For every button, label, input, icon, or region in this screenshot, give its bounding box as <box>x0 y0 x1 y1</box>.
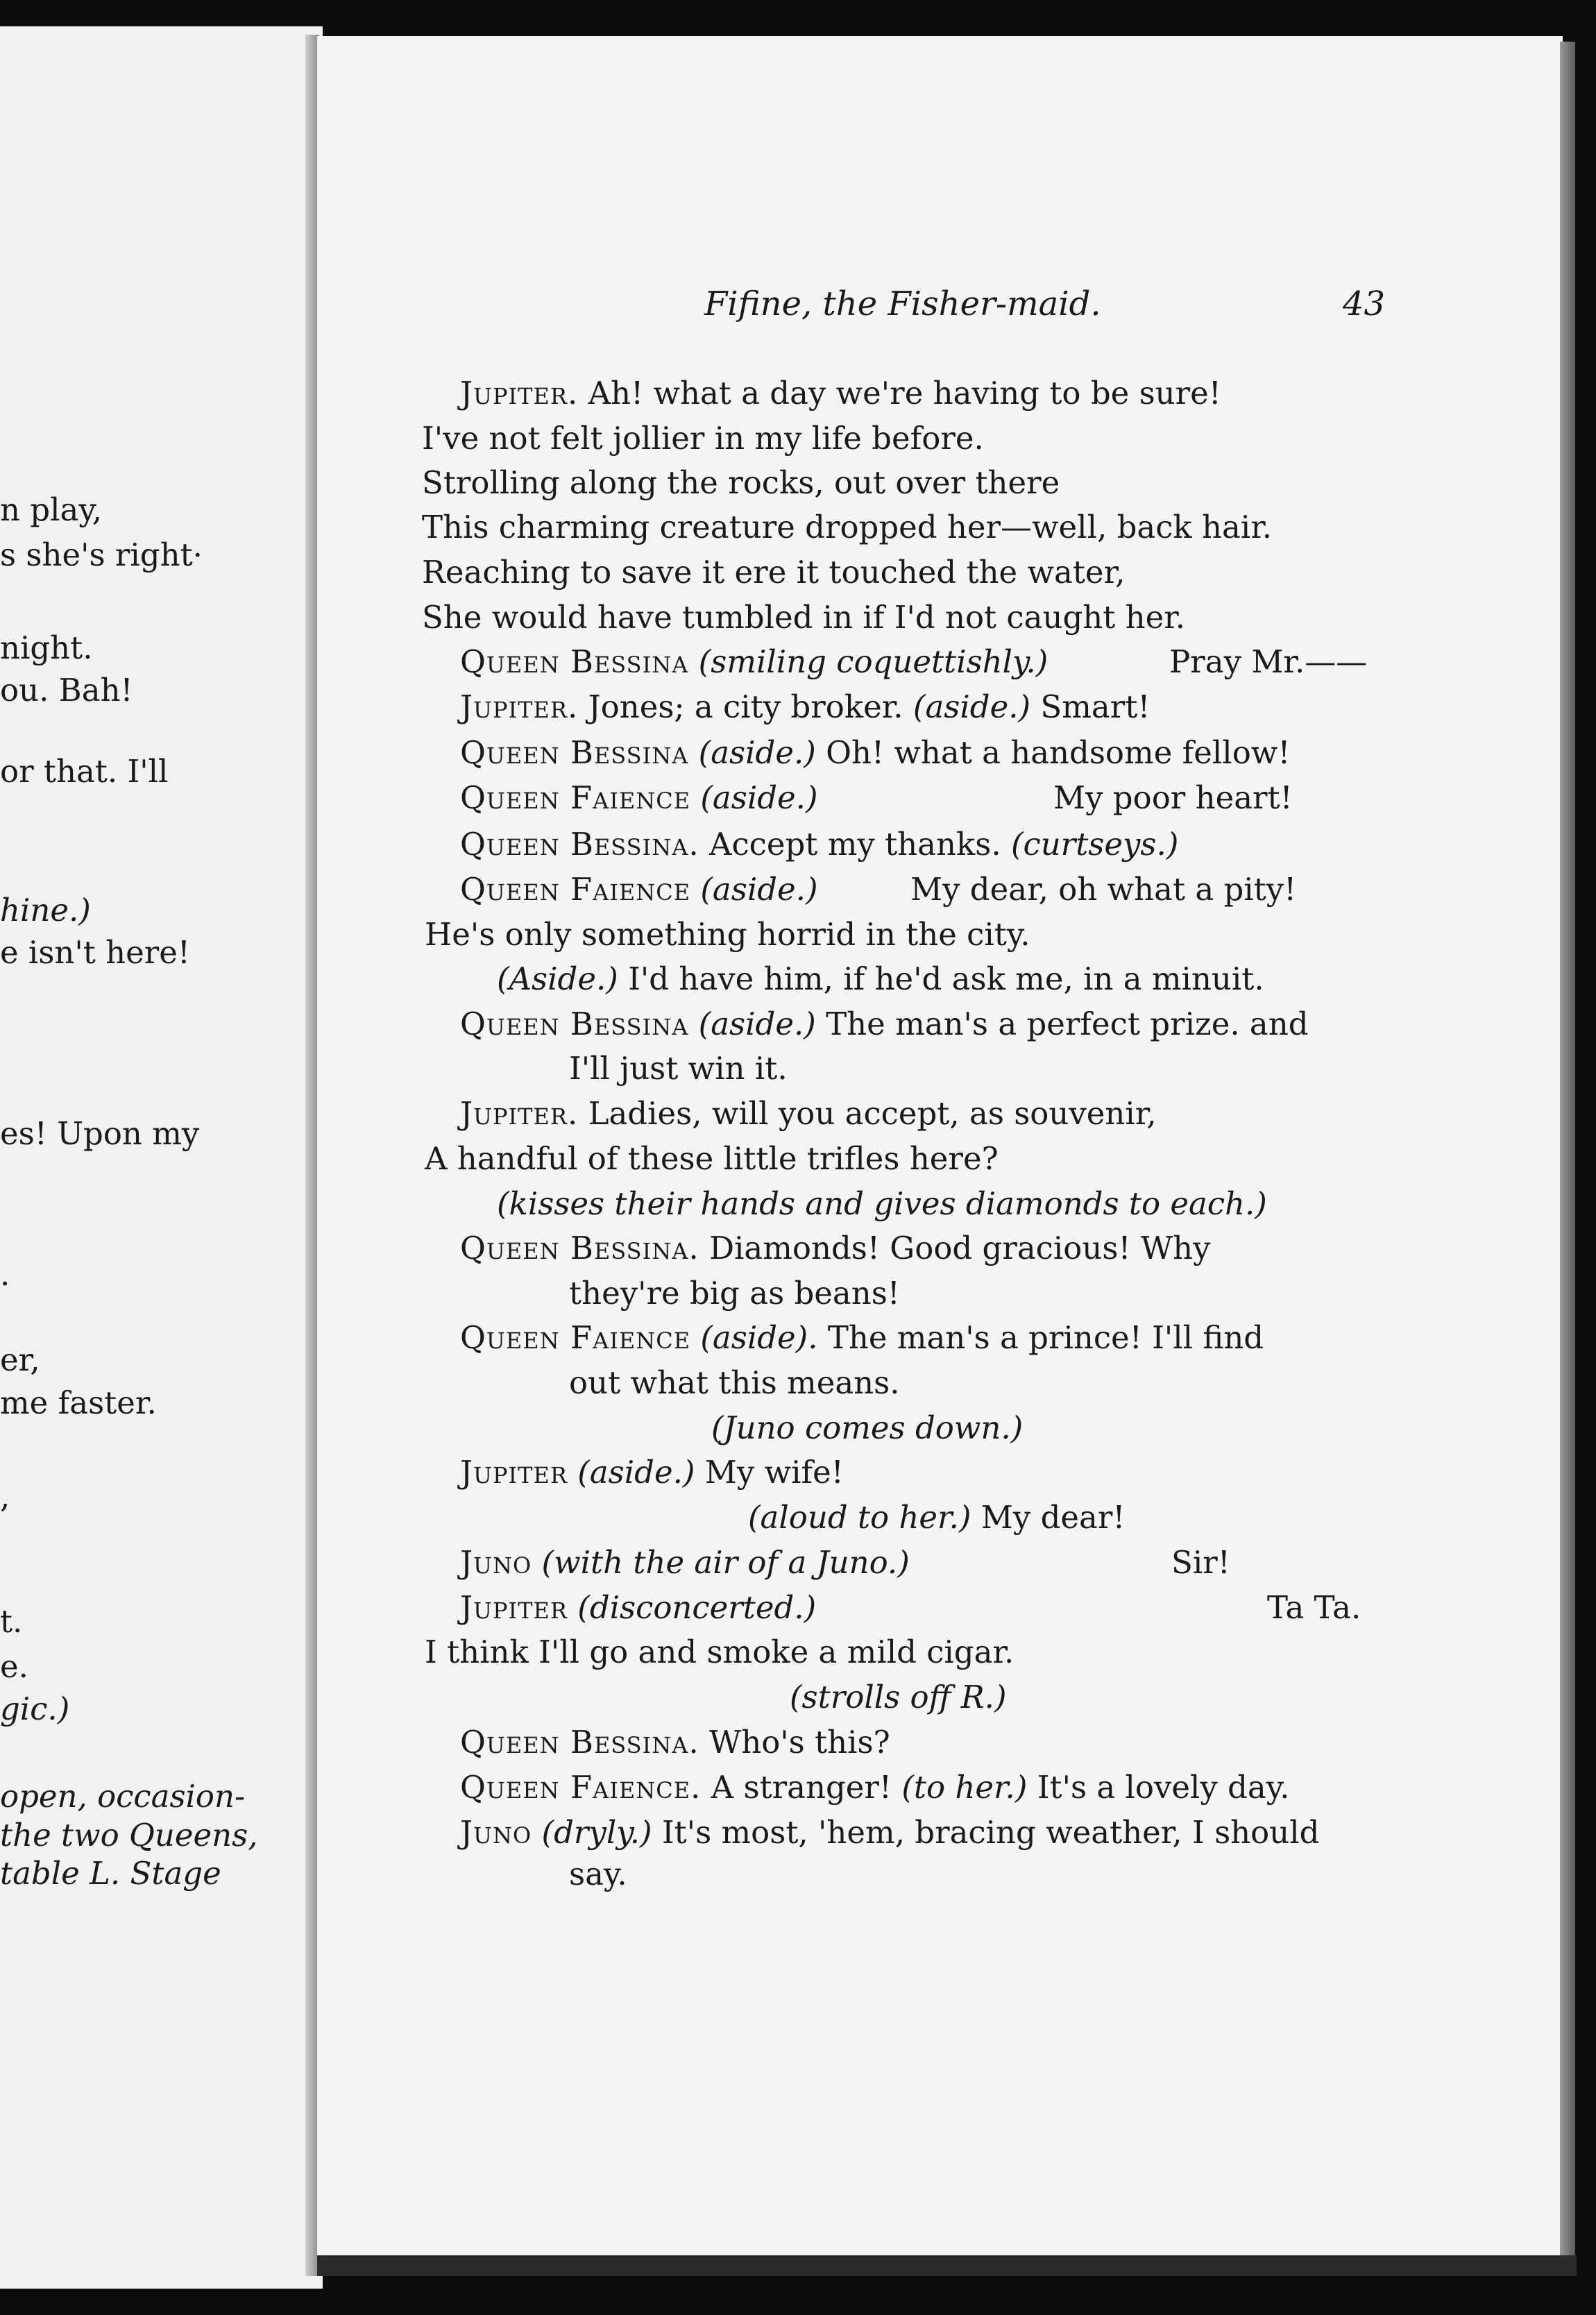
page-number: 43 <box>1343 285 1386 323</box>
running-title: Fifine, the Fisher-maid. <box>704 285 1101 323</box>
stage-direction: (aside.) <box>567 1454 695 1491</box>
text-line <box>460 373 1221 414</box>
speaker-name: Jupiter. <box>460 375 579 412</box>
left-fragment: e. <box>0 1648 28 1685</box>
text-line <box>460 1588 816 1628</box>
left-fragment: hine.) <box>0 892 91 928</box>
left-fragment: ou. Bah! <box>0 672 133 709</box>
text-line <box>1171 1543 1230 1583</box>
stage-direction: (smiling coquettishly.) <box>688 643 1049 680</box>
text-line <box>422 418 984 459</box>
stage-direction: (Aside.) <box>497 960 618 997</box>
speaker-name: Jupiter <box>460 1454 568 1491</box>
line-text: My dear, oh what a pity! <box>910 871 1297 908</box>
text-line <box>460 824 1178 865</box>
text-line <box>497 959 1264 999</box>
line-text: My wife! <box>695 1454 844 1491</box>
left-page <box>0 26 323 2289</box>
text-line <box>569 1049 788 1089</box>
text-line <box>748 1498 1125 1538</box>
speaker-name: Queen Bessina <box>460 643 689 680</box>
line-text: I'd have him, if he'd ask me, in a minuit. <box>618 960 1264 997</box>
speaker-name: Queen Bessina <box>460 734 689 771</box>
line-text: A stranger! <box>701 1769 892 1806</box>
text-line <box>422 463 1060 503</box>
line-text: Diamonds! Good gracious! Why <box>699 1230 1211 1266</box>
line-text: Smart! <box>1030 688 1151 725</box>
speaker-name: Juno <box>460 1544 532 1581</box>
text-line <box>422 507 1272 548</box>
text-line <box>425 1632 1014 1672</box>
line-text: Pray Mr.—— <box>1169 643 1368 680</box>
text-line <box>910 870 1296 910</box>
text-line <box>460 1813 1319 1853</box>
speaker-name: Queen Faience <box>460 779 691 816</box>
text-line <box>460 687 1150 727</box>
line-text: Reaching to save it ere it touched the water, <box>422 554 1126 591</box>
stage-direction: (Juno comes down.) <box>711 1409 1024 1446</box>
stage-direction: (aside.) <box>688 734 816 771</box>
text-line <box>460 642 1048 682</box>
text-line <box>460 1452 844 1493</box>
bottom-shadow <box>317 2255 1577 2276</box>
text-line <box>460 1767 1290 1808</box>
speaker-name: Queen Bessina <box>460 1006 689 1042</box>
left-fragment: gic.) <box>0 1690 70 1727</box>
text-line <box>460 1228 1211 1269</box>
line-text: This charming creature dropped her—well, back hair. <box>422 509 1273 545</box>
speaker-name: Queen Faience <box>460 1319 691 1356</box>
line-text: Ladies, will you accept, as souvenir, <box>578 1095 1157 1132</box>
line-text: Sir! <box>1171 1544 1230 1581</box>
speaker-name: Jupiter. <box>460 1095 579 1132</box>
line-text: I've not felt jollier in my life before. <box>422 420 984 457</box>
left-fragment: n play, <box>0 491 103 528</box>
line-text: Accept my thanks. <box>699 826 1001 863</box>
line-text: Jones; a city broker. <box>578 688 903 725</box>
line-text: She would have tumbled in if I'd not caught her. <box>422 599 1186 636</box>
text-line <box>460 1318 1264 1358</box>
text-line <box>425 1139 999 1179</box>
line-text: Strolling along the rocks, out over there <box>422 464 1060 501</box>
line-text: He's only something horrid in the city. <box>425 916 1030 953</box>
line-text: The man's a prince! I'll find <box>817 1319 1264 1356</box>
left-fragment: e isn't here! <box>0 934 190 971</box>
text-line <box>1053 778 1293 818</box>
line-text: A handful of these little trifles here? <box>425 1140 999 1177</box>
line-text: Ah! what a day we're having to be sure! <box>578 375 1221 412</box>
left-fragment: or that. I'll <box>0 753 169 790</box>
speaker-name: Jupiter. <box>460 688 579 725</box>
stage-direction: (strolls off R.) <box>790 1679 1007 1715</box>
left-fragment: me faster. <box>0 1384 157 1421</box>
text-line <box>460 733 1290 773</box>
left-fragment: night. <box>0 629 93 666</box>
line-text: The man's a perfect prize. and <box>815 1006 1309 1042</box>
left-fragment: es! Upon my <box>0 1115 200 1152</box>
line-text: It's a lovely day. <box>1027 1769 1290 1806</box>
line-text: Ta Ta. <box>1267 1589 1361 1626</box>
speaker-name: Queen Faience. <box>460 1769 702 1806</box>
speaker-name: Juno <box>460 1814 532 1851</box>
text-line <box>460 778 818 818</box>
speaker-name: Queen Bessina. <box>460 1724 699 1761</box>
speaker-name: Queen Faience <box>460 871 691 908</box>
text-line <box>569 1854 627 1894</box>
left-fragment: er, <box>0 1341 40 1378</box>
stage-direction: (kisses their hands and gives diamonds to each.) <box>497 1185 1267 1222</box>
left-fragment: t. <box>0 1603 23 1640</box>
text-line <box>569 1273 900 1314</box>
line-text: say. <box>569 1856 627 1892</box>
text-line <box>1169 642 1367 682</box>
text-line <box>460 870 818 910</box>
line-text: Oh! what a handsome fellow! <box>815 734 1291 771</box>
line-text: My poor heart! <box>1053 779 1293 816</box>
left-fragment: , <box>0 1478 10 1515</box>
text-line <box>460 1543 910 1583</box>
line-text: I'll just win it. <box>569 1050 788 1087</box>
text-line <box>460 1094 1157 1134</box>
line-text: out what this means. <box>569 1364 900 1401</box>
text-line <box>422 552 1125 593</box>
stage-direction: (to her.) <box>892 1769 1028 1806</box>
left-fragment: the two Queens, <box>0 1817 258 1854</box>
left-fragment: open, occasion- <box>0 1778 246 1815</box>
line-text: they're big as beans! <box>569 1275 900 1312</box>
speaker-name: Jupiter <box>460 1589 568 1626</box>
speaker-name: Queen Bessina. <box>460 826 699 863</box>
left-fragment: . <box>0 1256 10 1293</box>
line-text: I think I'll go and smoke a mild cigar. <box>425 1634 1015 1670</box>
stage-direction: (aside.) <box>690 871 818 908</box>
line-text: My dear! <box>971 1499 1126 1536</box>
left-fragment: s she's right· <box>0 536 203 573</box>
stage-direction: (aside.) <box>690 779 818 816</box>
page-edge <box>1560 42 1575 2269</box>
text-line <box>460 1722 890 1763</box>
text-line <box>422 597 1185 638</box>
text-line <box>1267 1588 1361 1628</box>
text-line <box>425 915 1030 955</box>
text-line <box>460 1004 1309 1044</box>
stage-direction: (with the air of a Juno.) <box>532 1544 910 1581</box>
stage-direction: (curtseys.) <box>1001 826 1179 863</box>
stage-direction: (aside.) <box>688 1006 816 1042</box>
stage-direction: (aside). <box>690 1319 818 1356</box>
line-text: Who's this? <box>699 1724 890 1761</box>
stage-direction: (aloud to her.) <box>748 1499 971 1536</box>
speaker-name: Queen Bessina. <box>460 1230 699 1266</box>
stage-direction: (disconcerted.) <box>567 1589 817 1626</box>
text-line <box>569 1363 900 1403</box>
line-text: It's most, 'hem, bracing weather, I should <box>652 1814 1320 1851</box>
stage-direction: (aside.) <box>903 688 1031 725</box>
left-fragment: table L. Stage <box>0 1855 221 1892</box>
stage-direction: (dryly.) <box>532 1814 652 1851</box>
